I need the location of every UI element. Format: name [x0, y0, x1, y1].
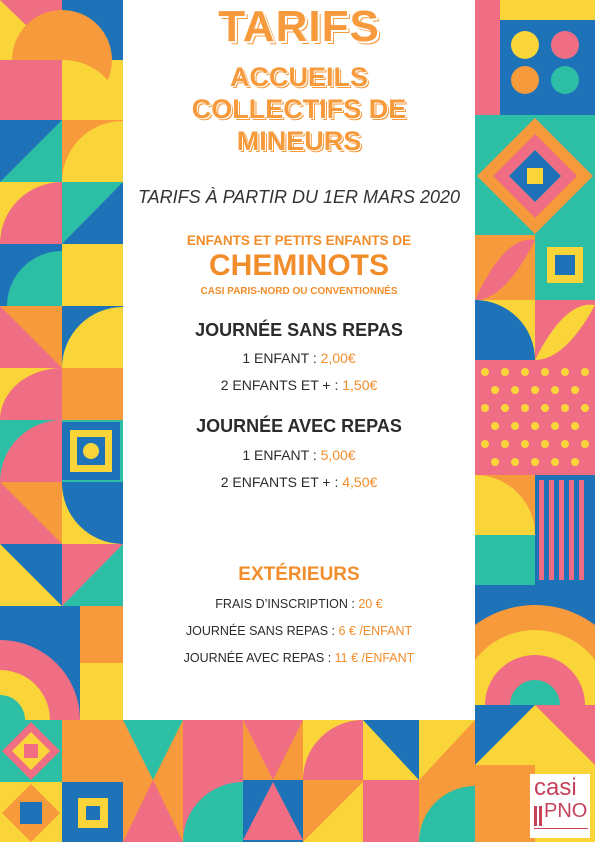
- price-label: 2 ENFANTS ET + :: [220, 377, 343, 393]
- exterieurs-value: 20 €: [358, 597, 383, 611]
- bottom-pattern-graphic: [123, 720, 475, 842]
- exterieurs-label: JOURNÉE SANS REPAS :: [185, 624, 339, 638]
- subtitle-line-3: MINEURS: [236, 126, 362, 156]
- price-row: [123, 447, 475, 463]
- left-geometric-border: [0, 0, 123, 842]
- exterieurs-heading: EXTÉRIEURS: [238, 564, 360, 585]
- content-panel: [123, 0, 475, 720]
- price-value: 4,50€: [342, 474, 378, 490]
- cheminots-heading: CHEMINOTS: [209, 249, 389, 282]
- bottom-geometric-border: [123, 720, 475, 842]
- effective-date: TARIFS À PARTIR DU 1ER MARS 2020: [137, 187, 461, 207]
- exterieurs-value: 11 € /ENFANT: [334, 651, 415, 665]
- cheminots-note: CASI PARIS-NORD OU CONVENTIONNÉS: [200, 286, 398, 297]
- logo-fine-print: [534, 828, 588, 835]
- exterieurs-row: [123, 651, 475, 665]
- price-row: [123, 350, 475, 366]
- logo-bar: [534, 806, 537, 826]
- subtitle-line-1: ACCUEILS: [229, 62, 368, 92]
- exterieurs-row: [123, 597, 475, 611]
- subtitle-line-2: COLLECTIFS DE: [191, 94, 407, 124]
- price-value: 1,50€: [342, 377, 378, 393]
- price-row: [123, 474, 475, 490]
- exterieurs-label: JOURNÉE AVEC REPAS :: [183, 651, 335, 665]
- exterieurs-value: 6 € /ENFANT: [338, 624, 413, 638]
- cheminots-intro: ENFANTS ET PETITS ENFANTS DE: [186, 233, 412, 248]
- logo-bar: [539, 806, 542, 826]
- page-title: TARIFS: [218, 2, 380, 51]
- price-value: 5,00€: [320, 447, 356, 463]
- avec-repas-heading: JOURNÉE AVEC REPAS: [196, 416, 402, 436]
- price-label: 1 ENFANT :: [242, 447, 321, 463]
- sans-repas-heading: JOURNÉE SANS REPAS: [195, 320, 403, 340]
- exterieurs-row: [123, 624, 475, 638]
- casi-pno-logo: [530, 774, 590, 838]
- left-pattern-graphic: [0, 0, 123, 842]
- price-row: [123, 377, 475, 393]
- right-geometric-border: [475, 0, 595, 842]
- price-label: 2 ENFANTS ET + :: [220, 474, 343, 490]
- price-label: 1 ENFANT :: [242, 350, 321, 366]
- exterieurs-label: FRAIS D’INSCRIPTION :: [215, 597, 359, 611]
- right-pattern-graphic: [475, 0, 595, 842]
- price-value: 2,00€: [320, 350, 356, 366]
- logo-text-casi: casi: [534, 774, 577, 801]
- logo-text-pno: PNO: [544, 800, 588, 822]
